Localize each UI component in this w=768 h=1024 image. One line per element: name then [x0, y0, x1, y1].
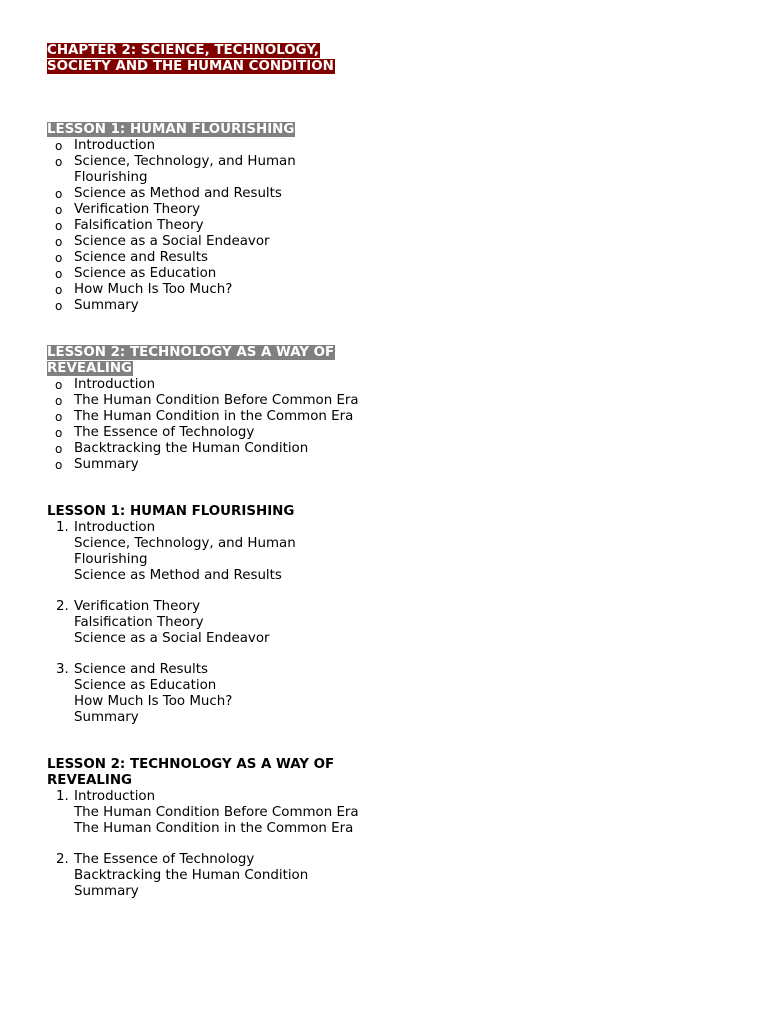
list-item-label: Introduction — [74, 138, 156, 153]
chapter-heading — [47, 43, 367, 75]
group-number: 1. — [56, 520, 69, 535]
list-item-label: Introduction — [74, 377, 156, 392]
lesson-section-numbered-2 — [47, 757, 367, 900]
list-item — [47, 138, 367, 154]
list-item-label: The Human Condition Before Common Era — [74, 393, 359, 408]
list-item — [47, 409, 367, 425]
list-item: Verification Theory — [74, 599, 201, 614]
document-page — [47, 43, 367, 900]
list-item — [47, 377, 367, 393]
list-item: Science as Method and Results — [74, 568, 282, 583]
list-item: Introduction — [74, 520, 156, 535]
list-item-label: Science as Method and Results — [74, 186, 282, 201]
list-item-label: Science as a Social Endeavor — [74, 234, 270, 249]
list-item: Science and Results — [74, 662, 208, 677]
list-item-label: Summary — [74, 298, 139, 313]
list-item: Science as a Social Endeavor — [74, 631, 270, 646]
bullet-marker: o — [55, 203, 63, 217]
lesson-title: LESSON 2: TECHNOLOGY AS A WAY OF REVEALING — [47, 345, 335, 376]
list-item-label: Backtracking the Human Condition — [74, 441, 309, 456]
list-item — [47, 266, 367, 282]
bullet-marker: o — [55, 187, 63, 201]
list-item — [47, 250, 367, 266]
section-spacer — [47, 473, 367, 504]
lesson-topic-list — [47, 377, 367, 473]
list-item-label: Summary — [74, 457, 139, 472]
lesson-section-highlighted-1 — [47, 122, 367, 314]
list-item — [47, 441, 367, 457]
numbered-group — [47, 599, 367, 647]
lesson-section-highlighted-2 — [47, 345, 367, 473]
list-item — [47, 425, 367, 441]
lesson-heading — [47, 122, 367, 138]
bullet-marker: o — [55, 219, 63, 233]
list-item: The Essence of Technology — [74, 852, 255, 867]
list-item: Science, Technology, and Human Flourishing — [74, 536, 296, 567]
chapter-title: CHAPTER 2: SCIENCE, TECHNOLOGY, SOCIETY AND THE HUMAN CONDITION — [47, 43, 334, 74]
lesson-numbered-list — [47, 789, 367, 900]
list-item — [47, 234, 367, 250]
lesson-title: LESSON 2: TECHNOLOGY AS A WAY OF REVEALING — [47, 757, 335, 788]
bullet-marker: o — [55, 458, 63, 472]
list-item — [47, 202, 367, 218]
lesson-numbered-list — [47, 520, 367, 726]
group-number: 1. — [56, 789, 69, 804]
bullet-marker: o — [55, 267, 63, 281]
list-item — [47, 218, 367, 234]
list-item-label: The Human Condition in the Common Era — [74, 409, 354, 424]
group-number: 2. — [56, 852, 69, 867]
lesson-title: LESSON 1: HUMAN FLOURISHING — [47, 122, 295, 137]
list-item: Summary — [74, 884, 139, 899]
list-item — [47, 186, 367, 202]
numbered-group — [47, 789, 367, 837]
list-item-label: Verification Theory — [74, 202, 201, 217]
bullet-marker: o — [55, 442, 63, 456]
list-item: The Human Condition in the Common Era — [74, 821, 354, 836]
lesson-title: LESSON 1: HUMAN FLOURISHING — [47, 504, 295, 519]
list-item-label: Falsification Theory — [74, 218, 204, 233]
list-item — [47, 154, 367, 186]
lesson-section-numbered-1 — [47, 504, 367, 726]
bullet-marker: o — [55, 299, 63, 313]
list-item-label: The Essence of Technology — [74, 425, 255, 440]
group-number: 2. — [56, 599, 69, 614]
section-spacer — [47, 726, 367, 757]
list-item: The Human Condition Before Common Era — [74, 805, 359, 820]
list-item-label: How Much Is Too Much? — [74, 282, 233, 297]
lesson-heading — [47, 345, 367, 377]
list-item-label: Science, Technology, and Human Flourishing — [74, 154, 296, 185]
list-item — [47, 457, 367, 473]
bullet-marker: o — [55, 235, 63, 249]
list-item: Introduction — [74, 789, 156, 804]
bullet-marker: o — [55, 426, 63, 440]
list-item: Science as Education — [74, 678, 217, 693]
bullet-marker: o — [55, 283, 63, 297]
lesson-topic-list — [47, 138, 367, 314]
bullet-marker: o — [55, 378, 63, 392]
numbered-group — [47, 852, 367, 900]
section-spacer — [47, 314, 367, 345]
list-item: Summary — [74, 710, 139, 725]
numbered-group — [47, 662, 367, 726]
bullet-marker: o — [55, 155, 63, 169]
list-item-label: Science and Results — [74, 250, 208, 265]
list-item — [47, 282, 367, 298]
list-item — [47, 298, 367, 314]
group-number: 3. — [56, 662, 69, 677]
list-item: Backtracking the Human Condition — [74, 868, 309, 883]
bullet-marker: o — [55, 394, 63, 408]
list-item — [47, 393, 367, 409]
bullet-marker: o — [55, 251, 63, 265]
bullet-marker: o — [55, 410, 63, 424]
list-item: How Much Is Too Much? — [74, 694, 233, 709]
bullet-marker: o — [55, 139, 63, 153]
list-item-label: Science as Education — [74, 266, 217, 281]
numbered-group — [47, 520, 367, 584]
list-item: Falsification Theory — [74, 615, 204, 630]
